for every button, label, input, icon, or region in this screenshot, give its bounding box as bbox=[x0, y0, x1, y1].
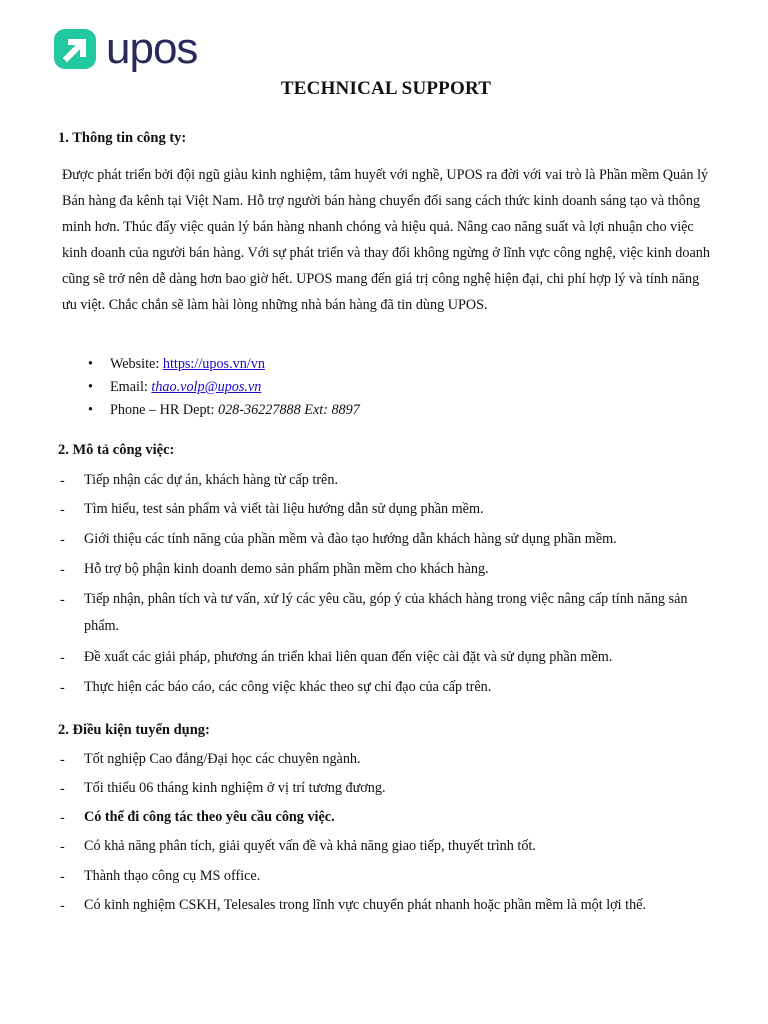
section-heading-job-description: 2. Mô tả công việc: bbox=[58, 442, 175, 458]
list-item: Tìm hiểu, test sản phẩm và viết tài liệu hướng dẫn sử dụng phần mềm. bbox=[84, 501, 484, 517]
dash: - bbox=[60, 869, 65, 885]
page-title: TECHNICAL SUPPORT bbox=[280, 78, 492, 99]
bullet: • bbox=[88, 402, 93, 418]
company-description: Được phát triển bởi đội ngũ giàu kinh nghiệm, tâm huyết với nghề, UPOS ra đời với vai trò là Phần mềm Quản lý Bán hàng đa kênh tại Việt Nam. Hỗ trợ người bán hàng chuyển đổi sang cách thức kinh doanh sáng tạo và thông minh hơn. Thúc đẩy việc quản lý bán hàng nhanh chóng và hiệu quả. Nâng cao năng suất và lợi nhuận cho việc kinh doanh của người bán hàng. Với sự phát triển và thay đổi không ngừng ở lĩnh vực công nghệ, việc kinh doanh cũng sẽ trở nên dễ dàng hơn bao giờ hết. UPOS mang đến giá trị công nghệ hiện đại, chi phí hợp lý và tính năng ưu việt. Chắc chắn sẽ làm hài lòng những nhà bán hàng đã tin dùng UPOS. bbox=[62, 167, 710, 313]
list-item: Thực hiện các báo cáo, các công việc khác theo sự chỉ đạo của cấp trên. bbox=[84, 679, 492, 695]
list-item: Thành thạo công cụ MS office. bbox=[84, 868, 261, 884]
dash: - bbox=[60, 473, 65, 489]
list-item: Có kinh nghiệm CSKH, Telesales trong lĩnh vực chuyển phát nhanh hoặc phần mềm là một lợi thế. bbox=[84, 897, 647, 913]
upos-arrow-icon bbox=[54, 27, 100, 71]
dash: - bbox=[60, 680, 65, 696]
dash: - bbox=[60, 781, 65, 797]
section-heading-requirements: 2. Điều kiện tuyển dụng: bbox=[58, 722, 210, 738]
dash: - bbox=[60, 810, 65, 826]
bullet: • bbox=[88, 379, 93, 395]
bullet: • bbox=[88, 356, 93, 372]
dash: - bbox=[60, 752, 65, 768]
website-line bbox=[88, 356, 265, 373]
website-label: Website: bbox=[110, 356, 163, 372]
phone-number: 028-36227888 Ext: 8897 bbox=[217, 402, 360, 418]
list-item: Có thể đi công tác theo yêu cầu công việc. bbox=[84, 809, 335, 825]
dash: - bbox=[60, 562, 65, 578]
list-item: Đề xuất các giải pháp, phương án triển khai liên quan đến việc cài đặt và sử dụng phần mềm. bbox=[84, 649, 613, 665]
list-item: Có khả năng phân tích, giải quyết vấn đề và khả năng giao tiếp, thuyết trình tốt. bbox=[84, 838, 536, 854]
dash: - bbox=[60, 898, 65, 914]
phone-label: Phone – HR Dept: bbox=[110, 402, 218, 418]
dash: - bbox=[60, 532, 65, 548]
list-item: Giới thiệu các tính năng của phần mềm và đào tạo hướng dẫn khách hàng sử dụng phần mềm. bbox=[84, 531, 617, 547]
upos-logo bbox=[54, 26, 197, 72]
email-line bbox=[88, 379, 261, 396]
list-item: Tiếp nhận các dự án, khách hàng từ cấp trên. bbox=[84, 472, 338, 488]
email-label: Email: bbox=[110, 379, 152, 395]
email-link[interactable]: thao.volp@upos.vn bbox=[151, 379, 262, 395]
list-item: Hỗ trợ bộ phận kinh doanh demo sản phẩm phần mềm cho khách hàng. bbox=[84, 561, 489, 577]
list-item: Tối thiểu 06 tháng kinh nghiệm ở vị trí tương đương. bbox=[84, 780, 386, 796]
list-item: Tốt nghiệp Cao đẳng/Đại học các chuyên ngành. bbox=[84, 751, 361, 767]
dash: - bbox=[60, 592, 65, 608]
dash: - bbox=[60, 650, 65, 666]
dash: - bbox=[60, 502, 65, 518]
section-heading-company: 1. Thông tin công ty: bbox=[58, 130, 187, 146]
logo-text: upos bbox=[106, 24, 198, 73]
list-item: Tiếp nhận, phân tích và tư vấn, xử lý các yêu cầu, góp ý của khách hàng trong việc nâng cấp tính năng sản phẩm. bbox=[84, 591, 688, 634]
website-link[interactable]: https://upos.vn/vn bbox=[162, 356, 265, 372]
dash: - bbox=[60, 839, 65, 855]
phone-line bbox=[88, 402, 360, 419]
